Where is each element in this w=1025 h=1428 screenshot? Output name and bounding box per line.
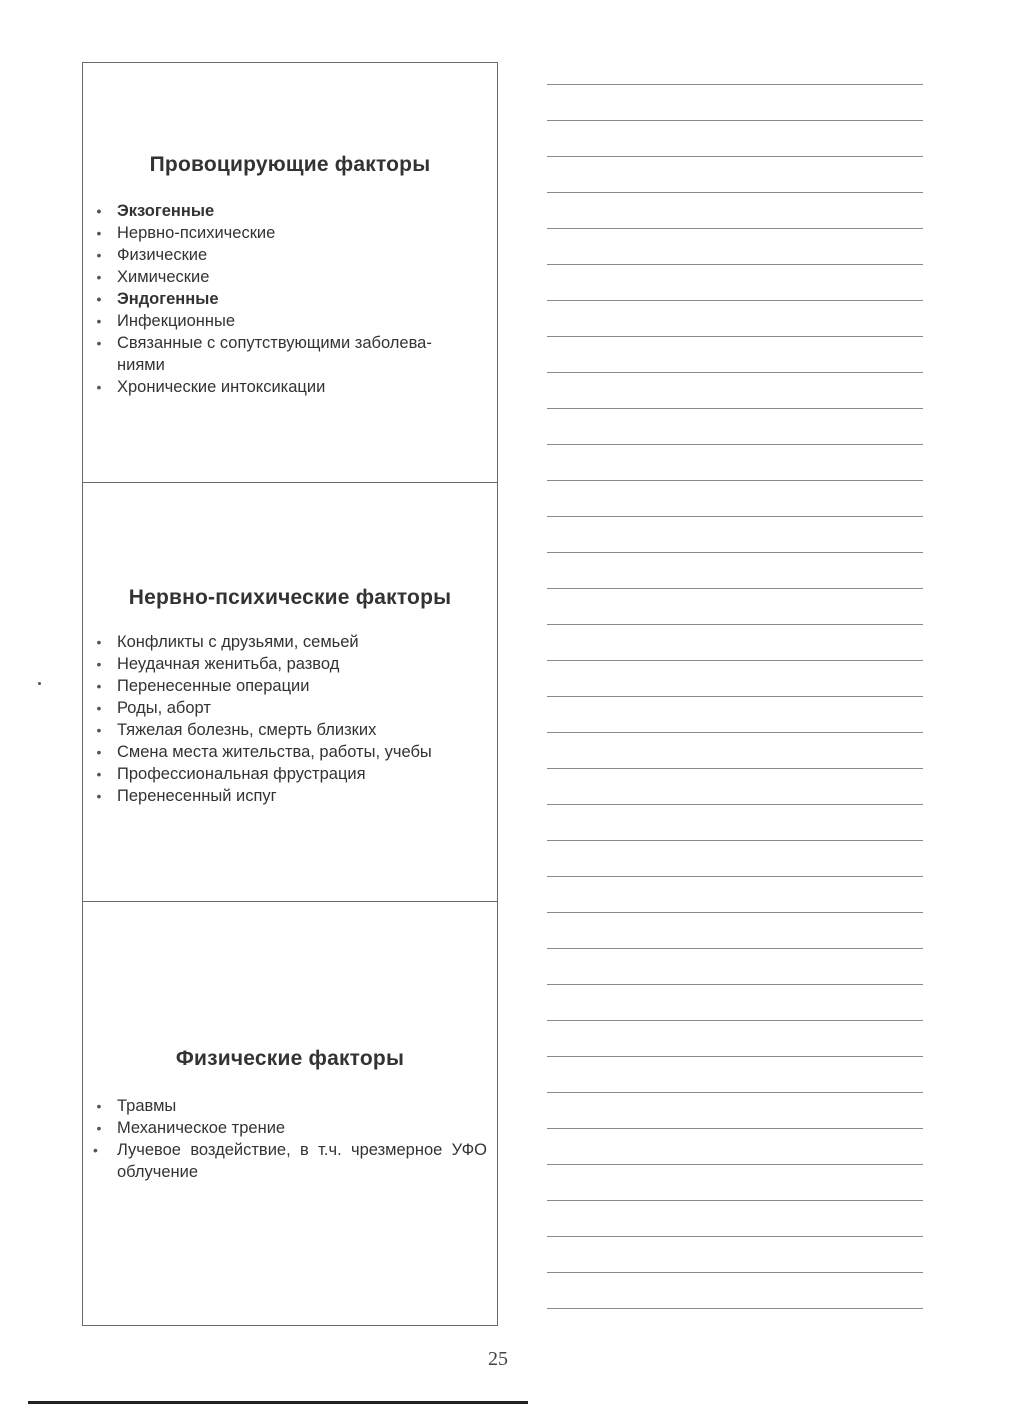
list-item xyxy=(93,200,487,222)
slide-neuropsychic-factors xyxy=(83,482,497,901)
note-line xyxy=(547,1128,923,1129)
list-item-text: Тяжелая болезнь, смерть близких xyxy=(117,721,377,739)
list-item xyxy=(93,244,487,266)
list-item-text: Перенесенный испуг xyxy=(117,787,277,805)
list-item-text: Эндогенные xyxy=(117,290,219,308)
note-line xyxy=(547,1164,923,1165)
list-item-text: Смена места жительства, работы, учебы xyxy=(117,743,432,761)
list-item-text: Химические xyxy=(117,268,210,286)
note-line xyxy=(547,408,923,409)
bottom-rule xyxy=(28,1401,528,1404)
note-line xyxy=(547,264,923,265)
note-line xyxy=(547,984,923,985)
bullet-icon: • xyxy=(96,1120,102,1136)
bullet-icon: • xyxy=(96,744,102,760)
bullet-icon: • xyxy=(96,335,102,351)
list-item-text: Профессиональная фрустрация xyxy=(117,765,366,783)
slide-physical-factors xyxy=(83,901,497,1327)
bullet-icon: • xyxy=(96,225,102,241)
slide-title: Нервно-психические факторы xyxy=(128,586,452,609)
note-line xyxy=(547,1020,923,1021)
list-item-text: Травмы xyxy=(117,1097,177,1115)
list-item xyxy=(93,222,487,244)
list-item-text: Физические xyxy=(117,246,208,264)
bullet-icon: • xyxy=(96,379,102,395)
list-item xyxy=(93,653,487,675)
bullet-icon: • xyxy=(96,788,102,804)
slide-title: Провоцирующие факторы xyxy=(149,153,431,176)
note-line xyxy=(547,336,923,337)
note-line xyxy=(547,444,923,445)
note-line xyxy=(547,876,923,877)
note-line xyxy=(547,804,923,805)
bullet-icon: • xyxy=(96,766,102,782)
bullet-icon: • xyxy=(96,313,102,329)
list-item-text: Конфликты с друзьями, семьей xyxy=(117,633,359,651)
note-line xyxy=(547,1236,923,1237)
note-line xyxy=(547,1092,923,1093)
bullet-icon: • xyxy=(96,203,102,219)
list-item-text: Инфекционные xyxy=(117,312,236,330)
note-line xyxy=(547,1200,923,1201)
list-item xyxy=(93,310,487,332)
list-item-text: Хронические интоксикации xyxy=(117,378,326,396)
note-line xyxy=(547,732,923,733)
list-item-text: Механическое трение xyxy=(117,1119,286,1137)
list-item xyxy=(93,719,487,741)
list-item-text: Лучевое воздействие, в т.ч. чрезмерное УФО облучение xyxy=(117,1141,487,1181)
note-line xyxy=(547,228,923,229)
slides-column xyxy=(82,62,498,1326)
list-item-text: Перенесенные операции xyxy=(117,677,310,695)
list-item-text: Нервно-психические xyxy=(117,224,276,242)
list-item-text: Экзогенные xyxy=(117,202,215,220)
slide-title: Физические факторы xyxy=(175,1047,405,1070)
bullet-icon: • xyxy=(93,1142,98,1158)
list-item xyxy=(93,376,487,398)
note-line xyxy=(547,372,923,373)
list-item-text: Неудачная женитьба, развод xyxy=(117,655,340,673)
bullet-icon: • xyxy=(96,678,102,694)
bullet-icon: • xyxy=(96,1098,102,1114)
note-line xyxy=(547,948,923,949)
bullet-icon: • xyxy=(96,656,102,672)
bullet-icon: • xyxy=(96,634,102,650)
note-line xyxy=(547,1308,923,1309)
list-item xyxy=(93,631,487,653)
scan-speck xyxy=(38,682,41,685)
note-line xyxy=(547,516,923,517)
list-item-text: Связанные с сопутствующими заболева- ниями xyxy=(117,334,432,374)
note-line xyxy=(547,156,923,157)
list-item xyxy=(93,785,487,807)
bullet-icon: • xyxy=(96,700,102,716)
bullet-list xyxy=(93,200,487,398)
bullet-list xyxy=(93,631,487,807)
list-item-text: Роды, аборт xyxy=(117,699,211,717)
note-line xyxy=(547,696,923,697)
note-line xyxy=(547,84,923,85)
note-line xyxy=(547,552,923,553)
notes-lines xyxy=(547,84,923,1324)
slide-provoking-factors xyxy=(83,63,497,482)
list-item xyxy=(93,1117,487,1139)
note-line xyxy=(547,1272,923,1273)
note-line xyxy=(547,300,923,301)
list-item xyxy=(93,1095,487,1117)
list-item xyxy=(93,266,487,288)
bullet-icon: • xyxy=(96,247,102,263)
list-item xyxy=(93,675,487,697)
list-item xyxy=(93,697,487,719)
note-line xyxy=(547,912,923,913)
bullet-icon: • xyxy=(96,291,102,307)
note-line xyxy=(547,1056,923,1057)
list-item xyxy=(93,741,487,763)
note-line xyxy=(547,768,923,769)
list-item xyxy=(93,1139,487,1183)
note-line xyxy=(547,840,923,841)
note-line xyxy=(547,120,923,121)
note-line xyxy=(547,660,923,661)
note-line xyxy=(547,588,923,589)
list-item xyxy=(93,332,487,376)
list-item xyxy=(93,288,487,310)
bullet-list xyxy=(93,1095,487,1183)
note-line xyxy=(547,192,923,193)
bullet-icon: • xyxy=(96,722,102,738)
page-number: 25 xyxy=(488,1348,508,1370)
note-line xyxy=(547,624,923,625)
note-line xyxy=(547,480,923,481)
bullet-icon: • xyxy=(96,269,102,285)
list-item xyxy=(93,763,487,785)
